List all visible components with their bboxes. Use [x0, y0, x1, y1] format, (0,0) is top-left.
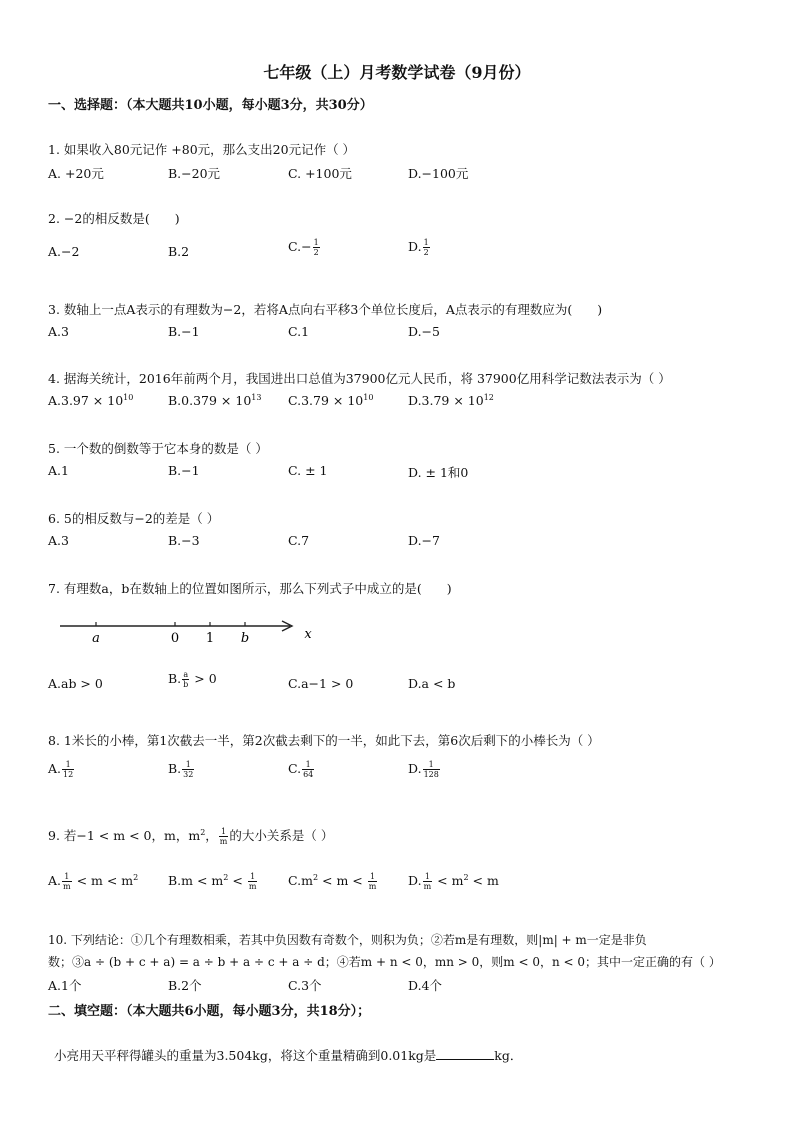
q10-option-d: D.4个	[408, 978, 443, 993]
question-11: 小亮用天平秤得罐头的重量为3.504kg，将这个重量精确到0.01kg是 kg．	[54, 1048, 523, 1063]
q8-option-c: C. $\frac{1}{64}$	[288, 760, 314, 779]
question-2-stem: 2. −2的相反数是( )	[48, 211, 180, 226]
q4-option-a: $A.3.97 \times 10^{10}$	[48, 392, 134, 408]
fraction: $\frac{1}{64}$	[303, 760, 314, 779]
q1-option-d: D.−100元	[408, 166, 469, 181]
q10-option-b: B.2个	[168, 978, 202, 993]
q5-option-b: B.−1	[168, 463, 200, 478]
label-b: b	[240, 631, 250, 646]
q7-option-b: B. $\frac{a}{b}$ > 0	[168, 670, 217, 689]
q8-option-b: B. $\frac{1}{32}$	[168, 760, 194, 779]
q10-option-c: C.3个	[288, 978, 322, 993]
q5-option-d: D. ± 1和0	[408, 465, 469, 480]
q3-option-b: B.−1	[168, 324, 200, 339]
question-8-stem: 8. 1米长的小棒，第1次截去一半，第2次截去剩下的一半，如此下去，第6次后剩下的小棒长为（ ）	[48, 733, 600, 748]
question-5-stem: 5. 一个数的倒数等于它本身的数是（ ）	[48, 441, 268, 456]
label-x: x	[304, 627, 312, 642]
q4-option-d: $D.3.79 \times 10^{12}$	[408, 392, 494, 408]
q7-option-a: A.ab > 0	[48, 676, 103, 691]
q6-option-a: A.3	[48, 533, 69, 548]
question-4-stem: 4. 据海关统计，2016年前两个月，我国进出口总值为37900亿元人民币，将 37900亿用科学记数法表示为（ ）	[48, 371, 671, 386]
label-1: 1	[205, 631, 215, 646]
fraction: $\frac{1}{128}$	[423, 760, 439, 779]
q3-option-a: A.3	[48, 324, 69, 339]
question-10-line-2: 数；③a ÷ (b + c + a) = a ÷ b + a ÷ c + a ÷ d；④若m + n < 0，mn > 0，则m < 0，n < 0；其中一定正确的有（ ）	[48, 955, 721, 969]
q5-option-a: A.1	[48, 463, 69, 478]
question-6-stem: 6. 5的相反数与−2的差是（ ）	[48, 511, 220, 526]
q6-option-b: B.−3	[168, 533, 200, 548]
q2-option-c: C.− $\frac{1}{2}$	[288, 238, 319, 257]
q7-option-c: C.a−1 > 0	[288, 676, 354, 691]
section-heading-choice: 一、选择题：（本大题共10小题，每小题3分，共30分）	[48, 98, 373, 113]
question-10-line-1: 10. 下列结论：①几个有理数相乘，若其中负因数有奇数个，则积为负；②若m是有理数，则|m| + m一定是非负	[48, 933, 647, 947]
fraction: $\frac{1}{12}$	[63, 760, 74, 779]
q6-option-d: D.−7	[408, 533, 440, 548]
q9-option-c: $C.m^2 < m$ < $\frac{1}{m}$	[288, 872, 377, 891]
page-title: 七年级（上）月考数学试卷（9月份）	[263, 63, 531, 82]
q5-option-c: C. ± 1	[288, 463, 328, 478]
q1-option-a: A. +20元	[48, 166, 104, 181]
q7-option-d: D.a < b	[408, 676, 456, 691]
q4-option-b: $B.0.379 \times 10^{13}$	[168, 392, 262, 408]
label-a: a	[92, 631, 100, 646]
q6-option-c: C.7	[288, 533, 310, 548]
q2-option-b: B.2	[168, 244, 190, 259]
question-1-stem: 1. 如果收入80元记作 +80元，那么支出20元记作（ ）	[48, 142, 356, 157]
q1-option-c: C. +100元	[288, 166, 352, 181]
q3-option-c: C.1	[288, 324, 310, 339]
number-line-figure	[58, 612, 328, 648]
fraction: $\frac{1}{32}$	[183, 760, 194, 779]
q2-option-a: A.−2	[48, 244, 80, 259]
q1-option-b: B.−20元	[168, 166, 221, 181]
q10-option-a: A.1个	[48, 978, 82, 993]
q2-option-d: D. $\frac{1}{2}$	[408, 238, 429, 257]
q4-option-c: $C.3.79 \times 10^{10}$	[288, 392, 374, 408]
fraction: $\frac{1}{m}$	[368, 872, 377, 891]
question-9-stem: 9. 若−1 < m < 0，m，$m^2$， $\frac{1}{m}$ 的大小关系是（ ）	[48, 827, 334, 846]
q9-option-d: D. $\frac{1}{m}$ < $m^2 < m$	[408, 872, 499, 891]
fraction: $\frac{1}{m}$	[248, 872, 257, 891]
fraction: $\frac{1}{m}$	[63, 872, 71, 891]
fraction: $\frac{1}{m}$	[423, 872, 432, 891]
q8-option-d: D. $\frac{1}{128}$	[408, 760, 439, 779]
question-7-stem: 7. 有理数a，b在数轴上的位置如图所示，那么下列式子中成立的是( )	[48, 581, 452, 596]
fraction: $\frac{1}{2}$	[313, 238, 319, 257]
section-heading-fill: 二、填空题：（本大题共6小题，每小题3分，共18分）；	[48, 1004, 371, 1019]
q8-option-a: A. $\frac{1}{12}$	[48, 760, 74, 779]
q3-option-d: D.−5	[408, 324, 440, 339]
question-3-stem: 3. 数轴上一点A表示的有理数为−2，若将A点向右平移3个单位长度后，A点表示的有理数应为( )	[48, 302, 603, 317]
fraction: $\frac{1}{2}$	[423, 238, 429, 257]
fraction: $\frac{a}{b}$	[183, 670, 189, 689]
answer-blank[interactable]	[436, 1047, 494, 1060]
label-0: 0	[170, 631, 180, 646]
q9-option-a: A. $\frac{1}{m}$ < $m < m^2$	[48, 872, 139, 891]
fraction: $\frac{1}{m}$	[219, 827, 228, 846]
q9-option-b: $B.m < m^2$ < $\frac{1}{m}$	[168, 872, 257, 891]
